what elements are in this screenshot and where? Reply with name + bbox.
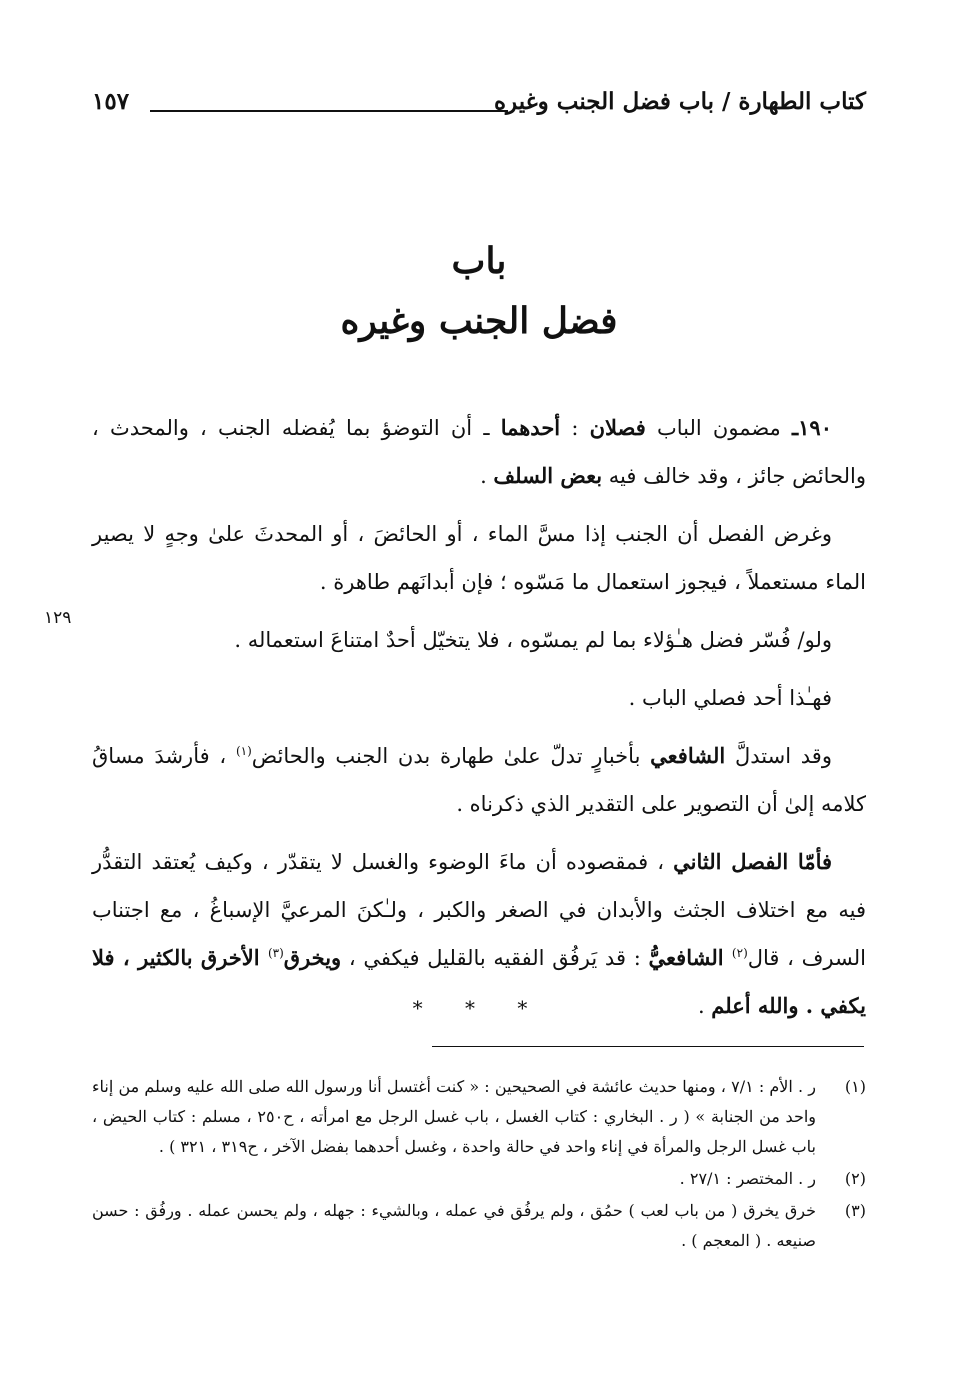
chapter-label: باب	[451, 240, 507, 282]
header-title: كتاب الطهارة / باب فضل الجنب وغيره	[493, 88, 866, 115]
header-rule	[150, 110, 508, 112]
paragraph: فهـٰذا أحد فصلي الباب .	[628, 686, 832, 710]
chapter-title: فضل الجنب وغيره	[340, 300, 618, 342]
text-span: .	[480, 464, 494, 488]
footnote-number: (١)	[844, 1077, 866, 1096]
bold-term: فصلان	[589, 415, 646, 440]
footnote-text: ر . الأم : ٧/١ ، ومنها حديث عائشة في الصحيحين : « كنت أغتسل أنا ورسول الله صلى الله عليه وسلم من إناء واحد من الجنابة » ( ر . البخاري : كتاب الغسل ، باب غسل الرجل مع امرأته ، ح٢٥٠ ، مسلم : كتاب الحيض ، باب غسل الرجل والمرأة في إناء واحد في حالة واحدة ، وغسل أحدهما بفضل الآخر ، ح٣١٩ ، ٣٢١ ) .	[92, 1077, 817, 1156]
bold-term: الشافعي	[650, 743, 726, 768]
bold-term: فأمّا الفصل الثاني	[673, 849, 833, 874]
footnote-text: ر . المختصر : ٢٧/١ .	[679, 1169, 816, 1188]
text-span: وقد استدلَّ	[725, 744, 832, 768]
paragraph: وغرض الفصل أن الجنب إذا مسَّ الماء ، أو الحائضَ ، أو المحدثَ علىٰ وجهٍ لا يصير الماء مستعملاً ، فيجوز استعمال ما مَسّوه ؛ فإن أبدانَهم طاهرة .	[92, 522, 866, 594]
paragraph	[92, 732, 866, 828]
running-header	[92, 88, 866, 124]
bold-term: الأخرق بالكثير ، فلا يكفي . والله أعلم	[92, 945, 866, 1018]
bold-term: بعض السلف	[493, 463, 603, 488]
footnote-item	[92, 1196, 866, 1256]
bold-term: الشافعيُّ	[648, 945, 732, 970]
text-span: : قد يَرفُق الفقيه بالقليل فيكفي ،	[341, 946, 649, 970]
footnote-item	[92, 1072, 866, 1162]
footnote-ref[interactable]: (٣)	[267, 946, 284, 960]
text-span: ـ أن التوضؤ بما يُفضله الجنب ، والمحدث ، والحائض جائز ، وقد خالف فيه	[92, 416, 866, 488]
footnote-item	[92, 1164, 866, 1194]
paragraph-number: ١٩٠ـ	[792, 415, 832, 440]
text-span: بأخبارٍ تدلّ علىٰ طهارة بدن الجنب والحائض	[251, 744, 651, 768]
section-separator: * * *	[412, 996, 546, 1020]
paragraph: ولو/ فُسّر فضل هـٰؤلاء بما لم يمسّوه ، فلا يتخيّل أحدٌ امتناعَ استعماله .	[234, 628, 832, 652]
bold-term: ويخرق	[283, 945, 342, 970]
text-span: ، فأرشدَ مساقُ كلامه إلىٰ أن التصوير على التقدير الذي ذكرناه .	[92, 744, 866, 816]
paragraph-190	[92, 404, 866, 500]
footnotes	[92, 1072, 866, 1258]
text-span: .	[697, 994, 712, 1018]
footnote-rule	[432, 1046, 864, 1047]
text-span: مضمون الباب	[645, 416, 792, 440]
main-text	[92, 404, 866, 1040]
page-number: ١٥٧	[92, 88, 130, 115]
margin-reference: ١٢٩	[44, 608, 72, 628]
footnote-text: خرق يخرق ( من باب لعب ) حمُق ، ولم يرفُق في عمله ، وبالشيء : جهله ، ولم يحسن عمله . ورفُق : حسن صنيعه . ( المعجم ) .	[92, 1201, 816, 1250]
bold-term: أحدهما	[500, 415, 561, 440]
footnote-number: (٢)	[844, 1169, 866, 1188]
footnote-number: (٣)	[844, 1201, 866, 1220]
text-span: :	[560, 416, 590, 440]
text-span: ، فمقصوده أن ماءَ الوضوء والغسل لا يتقدّر ، وكيف يُعتقد التقدُّر فيه مع اختلاف الجثث والأبدان في الصغر والكبر ، ولـٰكنَ المرعيَّ الإسباغُ ، مع اجتناب السرف ، قال	[92, 850, 866, 970]
footnote-ref[interactable]: (٢)	[731, 946, 748, 960]
footnote-ref[interactable]: (١)	[235, 744, 252, 758]
